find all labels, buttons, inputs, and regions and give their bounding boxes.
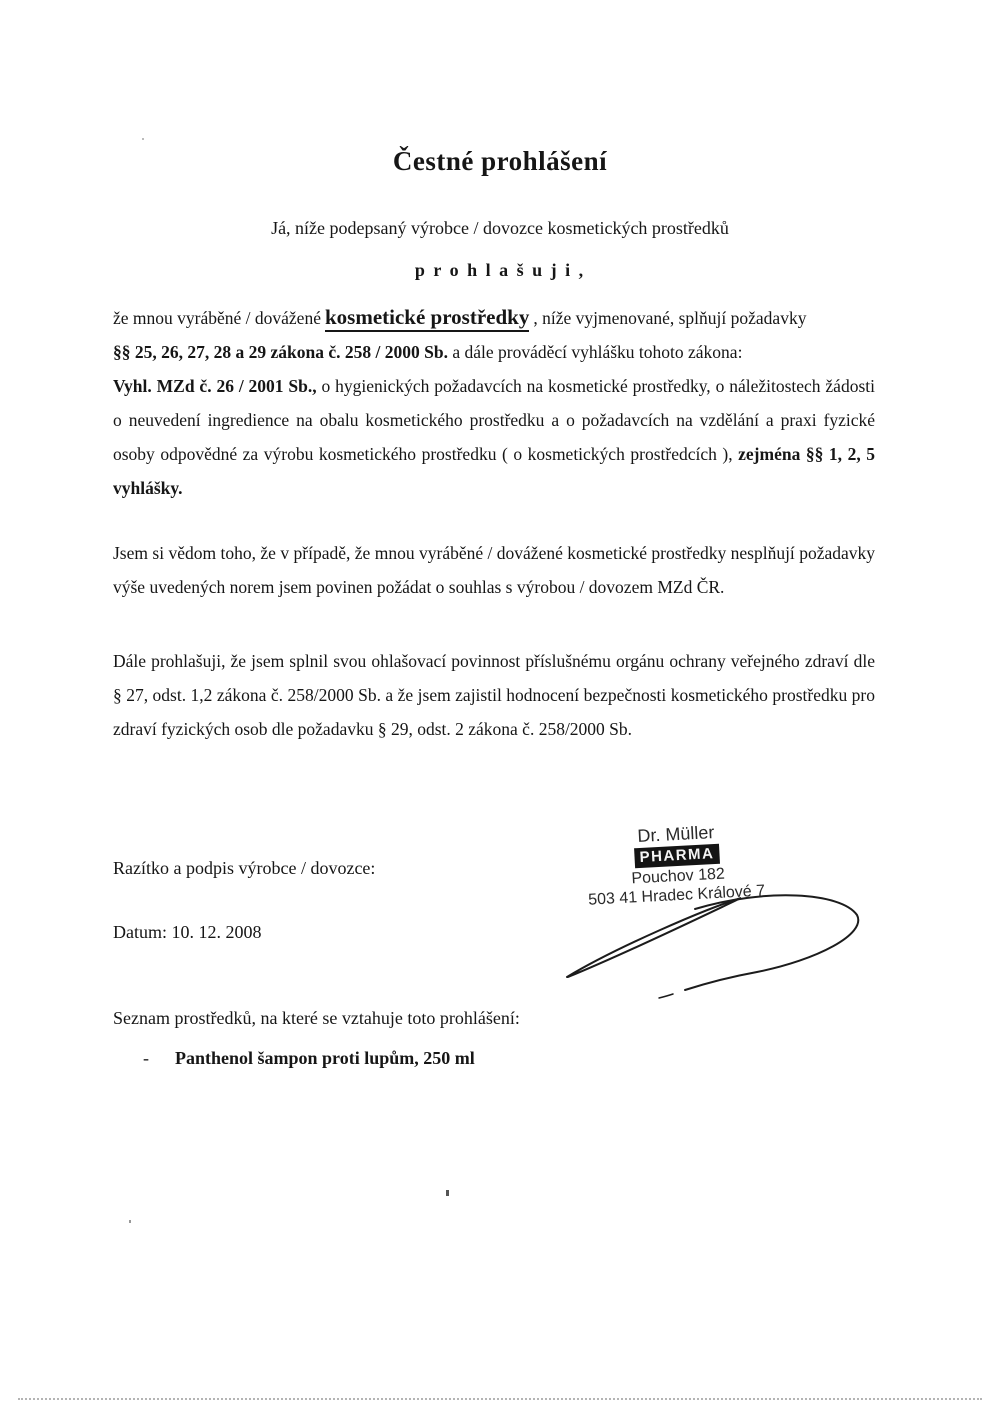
scan-noise-line — [18, 1398, 982, 1400]
intro-line: Já, níže podepsaný výrobce / dovozce kosmetických prostředků — [271, 218, 729, 238]
list-dash: - — [143, 1048, 149, 1068]
law-highlight-text: kosmetické prostředky — [325, 305, 529, 332]
scan-speck — [142, 138, 144, 140]
law-lead-text: že mnou vyráběné / dovážené — [113, 308, 321, 328]
stamp-sign-label: Razítko a podpis výrobce / dovozce: — [113, 858, 376, 878]
product-list-item — [143, 1048, 475, 1069]
law-decree-body-text: o hygienických požadavcích na kosmetické prostředky, o náležitostech žádosti o neuvedení ingredience na obalu kosmetického prostředku a o požadavcích na vzdělání a praxi fyzické osoby odpovědné za výrobu kosmetického prostředku ( o kosmetických prostředcích ), — [113, 376, 875, 464]
date-line: Datum: 10. 12. 2008 — [113, 922, 262, 942]
stamp-address-line2: 503 41 Hradec Králové 7 — [587, 882, 766, 909]
law-after-highlight-text: , níže vyjmenované, splňují požadavky — [533, 308, 807, 328]
products-list-heading: Seznam prostředků, na které se vztahuje toto prohlášení: — [113, 1008, 520, 1028]
declare-word: p r o h l a š u j i , — [414, 260, 586, 280]
law-decree-ref-text: Vyhl. MZd č. 26 / 2001 Sb., — [113, 376, 317, 396]
scan-speck — [129, 1220, 131, 1223]
paragraph-further: Dále prohlašuji, že jsem splnil svou ohlašovací povinnost příslušnému orgánu ochrany veřejného zdraví dle § 27, odst. 1,2 zákona č. 258/2000 Sb. a že jsem zajistil hodnocení bezpečnosti kosmetického prostředku pro zdraví fyzických osob dle požadavku § 29, odst. 2 zákona č. 258/2000 Sb. — [113, 651, 875, 739]
page-title: Čestné prohlášení — [392, 146, 608, 176]
law-after-statutes-text: a dále prováděcí vyhlášku tohoto zákona: — [447, 342, 743, 362]
law-closing-text: zejména §§ 1, 2, 5 vyhlášky. — [113, 444, 875, 498]
product-name: Panthenol šampon proti lupům, 250 ml — [175, 1048, 475, 1068]
paragraph-law — [113, 300, 875, 505]
paragraph-law-line1 — [113, 300, 875, 335]
scan-speck — [446, 1190, 449, 1196]
stamp-name: Dr. Müller — [636, 822, 715, 847]
paragraph-law-body — [113, 376, 875, 498]
paragraph-aware: Jsem si vědom toho, že v případě, že mnou vyráběné / dovážené kosmetické prostředky nesplňují požadavky výše uvedených norem jsem povinen požádat o souhlas s výrobou / dovozem MZd ČR. — [113, 543, 875, 597]
stamp-brand: PHARMA — [634, 844, 720, 868]
law-statutes-text: §§ 25, 26, 27, 28 a 29 zákona č. 258 / 2000 Sb. — [113, 342, 448, 362]
paragraph-law-line2 — [113, 335, 875, 369]
handwritten-signature — [545, 882, 865, 1002]
stamp-address-line1: Pouchov 182 — [631, 865, 726, 888]
